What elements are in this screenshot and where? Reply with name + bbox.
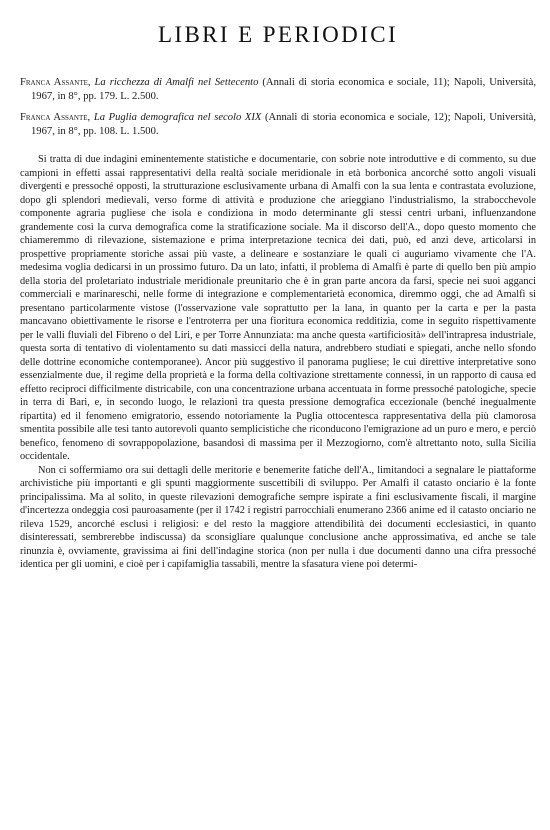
reference-title: La Puglia demografica nel secolo XIX xyxy=(93,112,262,123)
page-title: LIBRI E PERIODICI xyxy=(157,22,399,47)
reference-entry xyxy=(20,111,536,138)
reference-title: La ricchezza di Amalfi nel Settecento xyxy=(94,77,259,88)
reference-details: (Annali di storia economica e sociale, 12); Napoli, Università, 1967, in 8°, pp. 108. L. 1.500. xyxy=(31,112,537,137)
page xyxy=(20,22,536,572)
reference-author: Franca Assante, xyxy=(20,77,91,88)
reference-author: Franca Assante, xyxy=(20,112,91,123)
reference-entry xyxy=(20,76,536,103)
body-paragraph: Non ci soffermiamo ora sui dettagli delle meritorie e benemerite fatiche dell'A., limitandoci a segnalare le piattaforme archivistiche più importanti e gli spunti maggiormente suscettibili di sviluppo. Per Amalfi il catasto onciario è la fonte principalissima. Ma al solito, in queste rilevazioni demografiche sempre ispirate a fini esclusivamente fiscali, il margine d'incertezza ondeggia così pauroasamente (per il 1742 i registri parrocchiali enumerano 2366 anime ed il catasto onciario ne rileva 1529, ancorché esclusi i religiosi: e del resto la maggiore attendibilità dei documenti ecclesiastici, in quanto disinteressati, sembrerebbe indiscussa) da sconsigliare qualunque conclusione anche approssimativa, ed anche se tale rinunzia è, ovviamente, gravissima ai fini dell'indagine storica (non per nulla i due documenti danno una cifra pressoché identica per gli uomini, e cioè per i capifamiglia tassabili, mentre la sfasatura viene poi determi- xyxy=(20,464,536,570)
reference-details: (Annali di storia economica e sociale, 11); Napoli, Università, 1967, in 8°, pp. 179. L. 2.500. xyxy=(31,77,536,102)
body-paragraph: Si tratta di due indagini eminentemente statistiche e documentarie, con sobrie note introduttive e di commento, su due campioni in effetti assai rappresentativi della realtà sociale meridionale in età borbonica ancorché sotto angoli visuali divergenti e pressoché opposti, la strutturazione esclusivamente urbana di Amalfi con la sua lenta e contrastata evoluzione, dopo gli splendori medievali, verso forme di attività e produzione che arieggiano l'industrialismo, la strabocchevole componente agraria pugliese che isola e condiziona in modo determinante gli stessi centri urbani, influenzandone grandemente così la curva demografica come la stratificazione sociale. Ma il discorso dell'A., dopo questo momento che chiameremmo di rilevazione, sistemazione e prima interpretazione tecnica dei dati, può, ed anzi deve, articolarsi in prospettive propriamente storiche assai più vaste, a delineare e sostanziare le quali ci auguriamo vivamente che l'A. medesima voglia dedicarsi in un prossimo futuro. Da un lato, infatti, il problema di Amalfi è parte di quello ben più ampio della storia del proletariato industriale meridionale preunitario che è in gran parte ancora da farsi, specie nei suoi agganci commerciali e marinareschi, nelle forme di integrazione e complementarietà economica, diremmo oggi, che ad Amalfi si presentano particolarmente vistose (l'osservazione vale soprattutto per la lana, in quanto per la carta e per la pasta mancavano obiettivamente le risorse e l'entroterra per una fioritura economica redditizia, come in seguito rispettivamente per le valli fluviali del Fibreno o del Liri, e per Torre Annunziata: ma anche questa «artificiosità» dell'intrapresa industriale, questa sorta di tentativo di violentamento su dati massicci della natura, andrebbero studiati e spiegati, anche nello sfondo delle dottrine economiche contemporanee). Ancor più suggestivo il panorama pugliese; le cui direttive interpretative sono essenzialmente due, il regime della proprietà e la forma della coltivazione strettamente connessi, in un rapporto di causa ed effetto reciproci difficilmente districabile, con una concentrazione urbana accentuata in forme pressoché patologiche, specie in terra di Bari, e, in secondo luogo, le relazioni tra questa pressione demografica eccezionale (benché inegualmente ripartita) ed il fenomeno emigratorio, essendo notoriamente la Puglia ottocentesca rappresentativa della più clamorosa smentita possibile alle tesi tanto autorevoli quanto semplicistiche che riconducono l'emigrazione ad un puro e mero, e perciò benefico, fenomeno di sovrappopolazione, basandosi di massima per il Mezzogiorno, com'è altrettanto noto, sulla Sicilia occidentale. xyxy=(20,154,536,462)
divider xyxy=(20,146,536,153)
